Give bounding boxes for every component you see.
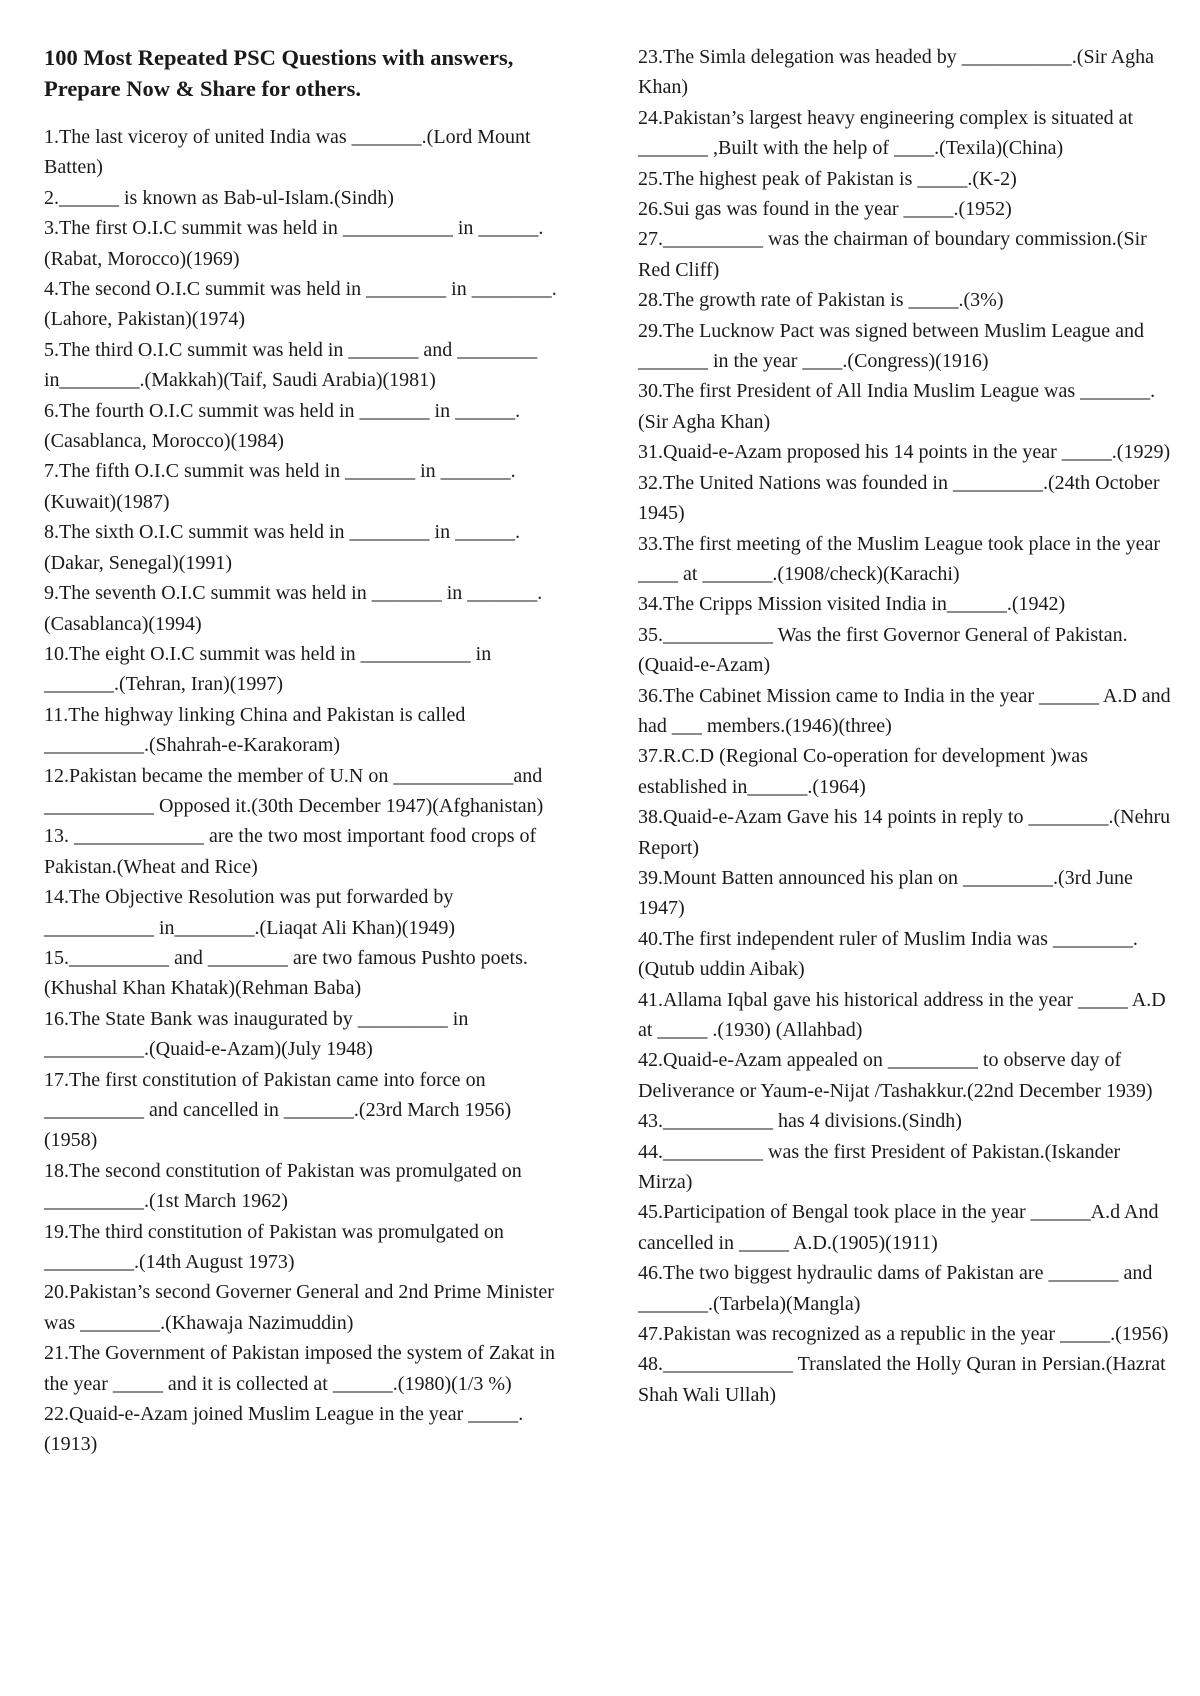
question-item: 37.R.C.D (Regional Co-operation for development )was established in______.(1964)	[638, 745, 1088, 798]
question-item: 11.The highway linking China and Pakistan is called __________.(Shahrah-e-Karakoram)	[44, 703, 466, 757]
question-item: 2.______ is known as Bab-ul-Islam.(Sindh)	[44, 186, 394, 209]
question-item: 39.Mount Batten announced his plan on _________.(3rd June 1947)	[638, 866, 1133, 920]
question-item: 18.The second constitution of Pakistan was promulgated on __________.(1st March 1962)	[44, 1159, 522, 1213]
question-item: 5.The third O.I.C summit was held in _______ and ________ in________.(Makkah)(Taif, Saudi Arabia)(1981)	[44, 338, 538, 392]
right-column	[638, 42, 1178, 1410]
question-item: 45.Participation of Bengal took place in the year ______A.d And cancelled in _____ A.D.(1905)(1911)	[638, 1201, 1159, 1254]
question-list-left	[44, 122, 564, 1460]
question-item: 27.__________ was the chairman of boundary commission.(Sir Red Cliff)	[638, 228, 1147, 281]
question-item: 36.The Cabinet Mission came to India in the year ______ A.D and had ___ members.(1946)(three)	[638, 684, 1171, 737]
question-item: 6.The fourth O.I.C summit was held in _______ in ______.(Casablanca, Morocco)(1984)	[44, 399, 521, 453]
question-list-right	[638, 42, 1178, 1410]
question-item: 25.The highest peak of Pakistan is _____.(K-2)	[638, 167, 1017, 190]
question-item: 9.The seventh O.I.C summit was held in _______ in _______.(Casablanca)(1994)	[44, 582, 543, 635]
question-item: 20.Pakistan’s second Governer General and 2nd Prime Minister was ________.(Khawaja Nazimuddin)	[44, 1281, 554, 1334]
question-item: 23.The Simla delegation was headed by ___________.(Sir Agha Khan)	[638, 46, 1155, 99]
question-item: 31.Quaid-e-Azam proposed his 14 points in the year _____.(1929)	[638, 441, 1171, 464]
question-item: 13. _____________ are the two most important food crops of Pakistan.(Wheat and Rice)	[44, 825, 537, 878]
question-item: 14.The Objective Resolution was put forwarded by ___________ in________.(Liaqat Ali Khan)(1949)	[44, 886, 456, 939]
question-item: 32.The United Nations was founded in _________.(24th October 1945)	[638, 471, 1160, 525]
question-item: 1.The last viceroy of united India was _______.(Lord Mount Batten)	[44, 126, 531, 179]
question-item: 4.The second O.I.C summit was held in ________ in ________.(Lahore, Pakistan)(1974)	[44, 278, 557, 331]
question-item: 17.The first constitution of Pakistan came into force on __________ and cancelled in _______.(23rd March 1956)(1958)	[44, 1068, 512, 1152]
question-item: 10.The eight O.I.C summit was held in ___________ in _______.(Tehran, Iran)(1997)	[44, 642, 492, 696]
question-item: 29.The Lucknow Pact was signed between Muslim League and _______ in the year ____.(Congress)(1916)	[638, 319, 1144, 373]
question-item: 38.Quaid-e-Azam Gave his 14 points in reply to ________.(Nehru Report)	[638, 806, 1171, 859]
question-item: 30.The first President of All India Muslim League was _______.(Sir Agha Khan)	[638, 380, 1156, 433]
question-item: 12.Pakistan became the member of U.N on ____________and ___________ Opposed it.(30th December 1947)(Afghanistan)	[44, 764, 544, 817]
question-item: 34.The Cripps Mission visited India in______.(1942)	[638, 593, 1066, 616]
question-item: 8.The sixth O.I.C summit was held in ________ in ______.(Dakar, Senegal)(1991)	[44, 521, 521, 574]
question-item: 44.__________ was the first President of Pakistan.(Iskander Mirza)	[638, 1140, 1121, 1194]
question-item: 43.___________ has 4 divisions.(Sindh)	[638, 1110, 962, 1133]
question-item: 35.___________ Was the first Governor General of Pakistan.(Quaid-e-Azam)	[638, 623, 1128, 677]
document-title: 100 Most Repeated PSC Questions with answers, Prepare Now & Share for others.	[44, 45, 514, 101]
question-item: 42.Quaid-e-Azam appealed on _________ to observe day of Deliverance or Yaum-e-Nijat /Tashakkur.(22nd December 1939)	[638, 1049, 1153, 1102]
question-item: 33.The first meeting of the Muslim League took place in the year ____ at _______.(1908/check)(Karachi)	[638, 532, 1161, 585]
question-item: 48._____________ Translated the Holly Quran in Persian.(Hazrat Shah Wali Ullah)	[638, 1353, 1166, 1406]
question-item: 15.__________ and ________ are two famous Pushto poets.(Khushal Khan Khatak)(Rehman Baba)	[44, 946, 528, 1000]
question-item: 24.Pakistan’s largest heavy engineering complex is situated at _______ ,Built with the help of ____.(Texila)(China)	[638, 106, 1134, 160]
question-item: 47.Pakistan was recognized as a republic in the year _____.(1956)	[638, 1323, 1169, 1346]
question-item: 28.The growth rate of Pakistan is _____.(3%)	[638, 289, 1004, 312]
two-column-layout	[0, 42, 1200, 1460]
question-item: 16.The State Bank was inaugurated by _________ in __________.(Quaid-e-Azam)(July 1948)	[44, 1007, 469, 1061]
question-item: 46.The two biggest hydraulic dams of Pakistan are _______ and _______.(Tarbela)(Mangla)	[638, 1262, 1153, 1315]
question-item: 7.The fifth O.I.C summit was held in _______ in _______.(Kuwait)(1987)	[44, 460, 516, 513]
question-item: 22.Quaid-e-Azam joined Muslim League in the year _____.(1913)	[44, 1403, 524, 1456]
question-item: 41.Allama Iqbal gave his historical address in the year _____ A.D at _____ .(1930) (Allahbad)	[638, 988, 1166, 1041]
question-item: 26.Sui gas was found in the year _____.(1952)	[638, 198, 1012, 221]
left-column	[44, 42, 564, 1460]
question-item: 3.The first O.I.C summit was held in ___________ in ______. (Rabat, Morocco)(1969)	[44, 217, 544, 270]
question-item: 40.The first independent ruler of Muslim India was ________.(Qutub uddin Aibak)	[638, 927, 1138, 981]
question-item: 21.The Government of Pakistan imposed the system of Zakat in the year _____ and it is collected at ______.(1980)(1/3 %)	[44, 1342, 556, 1395]
question-item: 19.The third constitution of Pakistan was promulgated on _________.(14th August 1973)	[44, 1220, 504, 1274]
